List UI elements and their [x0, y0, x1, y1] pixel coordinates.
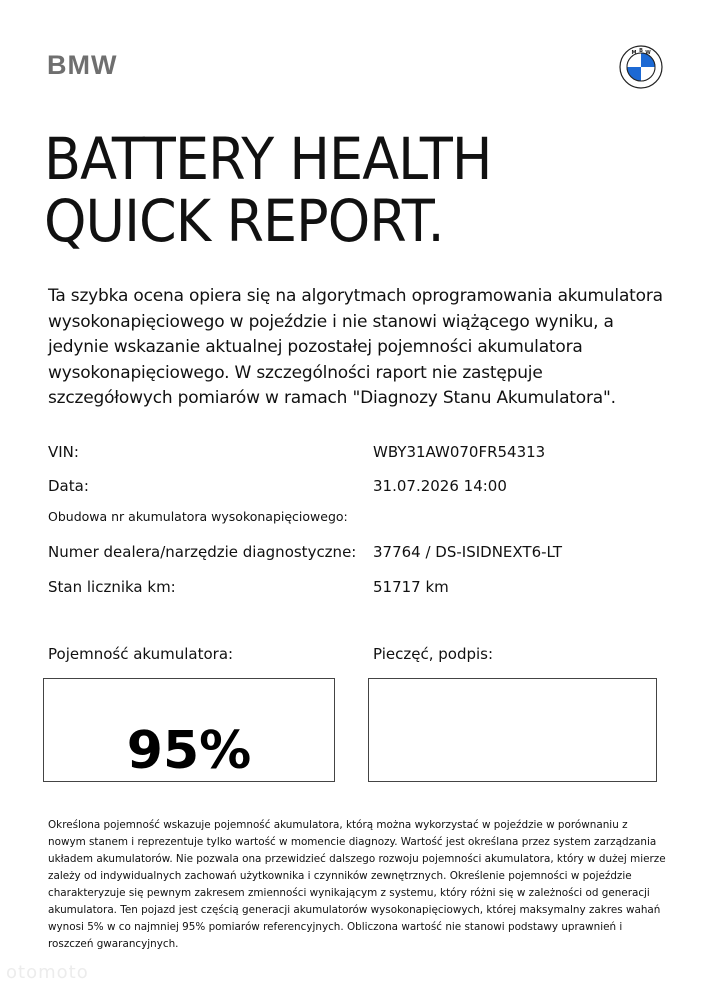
date-label: Data: [48, 477, 89, 495]
watermark: otomoto [6, 962, 89, 983]
capacity-label: Pojemność akumulatora: [48, 645, 234, 663]
date-value: 31.07.2026 14:00 [373, 477, 507, 495]
brand-text: BMW [47, 50, 118, 80]
vin-label: VIN: [48, 443, 79, 461]
dealer-tool-label: Numer dealera/narzędzie diagnostyczne: [48, 543, 357, 561]
report-title [44, 125, 492, 255]
svg-text:M: M [631, 50, 637, 56]
bmw-roundel-icon [619, 45, 663, 89]
report-title-line-1: BATTERY HEALTH [44, 125, 492, 193]
capacity-value: 95% [126, 721, 252, 781]
stamp-label: Pieczęć, podpis: [373, 645, 494, 663]
odometer-value: 51717 km [373, 578, 449, 596]
svg-text:B: B [639, 47, 643, 54]
vin-value: WBY31AW070FR54313 [373, 443, 546, 461]
odometer-label: Stan licznika km: [48, 578, 176, 596]
disclaimer-paragraph: Określona pojemność wskazuje pojemność akumulatora, którą można wykorzystać w pojeździe w porównaniu z nowym stanem i reprezentuje tylko wartość w momencie diagnozy. Wartość jest określana przez system zarządzania układem akumulatorów. Nie pozwala ona przewidzieć dalszego rozwoju pojemności akumulatora, który w dużej mierze zależy od indywidualnych zachowań użytkownika i czynników zewnętrznych. Określenie pojemności w pojeździe charakteryzuje się pewnym zakresem zmienności wynikającym z systemu, który różni się w zależności od generacji akumulatora. Ten pojazd jest częścią generacji akumulatorów wysokonapięciowych, której maksymalny zakres wahań wynosi 5% w co najmniej 95% pomiarów referencyjnych. Obliczona wartość nie stanowi podstawy uprawnień i roszczeń gwarancyjnych. [48, 819, 666, 950]
stamp-signature-box [368, 678, 657, 782]
capacity-box [43, 678, 335, 782]
dealer-tool-value: 37764 / DS-ISIDNEXT6-LT [373, 543, 562, 561]
intro-paragraph: Ta szybka ocena opiera się na algorytmach oprogramowania akumulatora wysokonapięciowego w pojeździe i nie stanowi wiążącego wyniku, a jedynie wskazanie aktualnej pozostałej pojemności akumulatora wysokonapięciowego. W szczególności raport nie zastępuje szczegółowych pomiarów w ramach "Diagnozy Stanu Akumulatora". [48, 286, 663, 408]
report-title-line-2: QUICK REPORT. [44, 187, 444, 255]
svg-text:W: W [645, 50, 651, 56]
housing-number-label: Obudowa nr akumulatora wysokonapięciowego: [48, 509, 348, 524]
